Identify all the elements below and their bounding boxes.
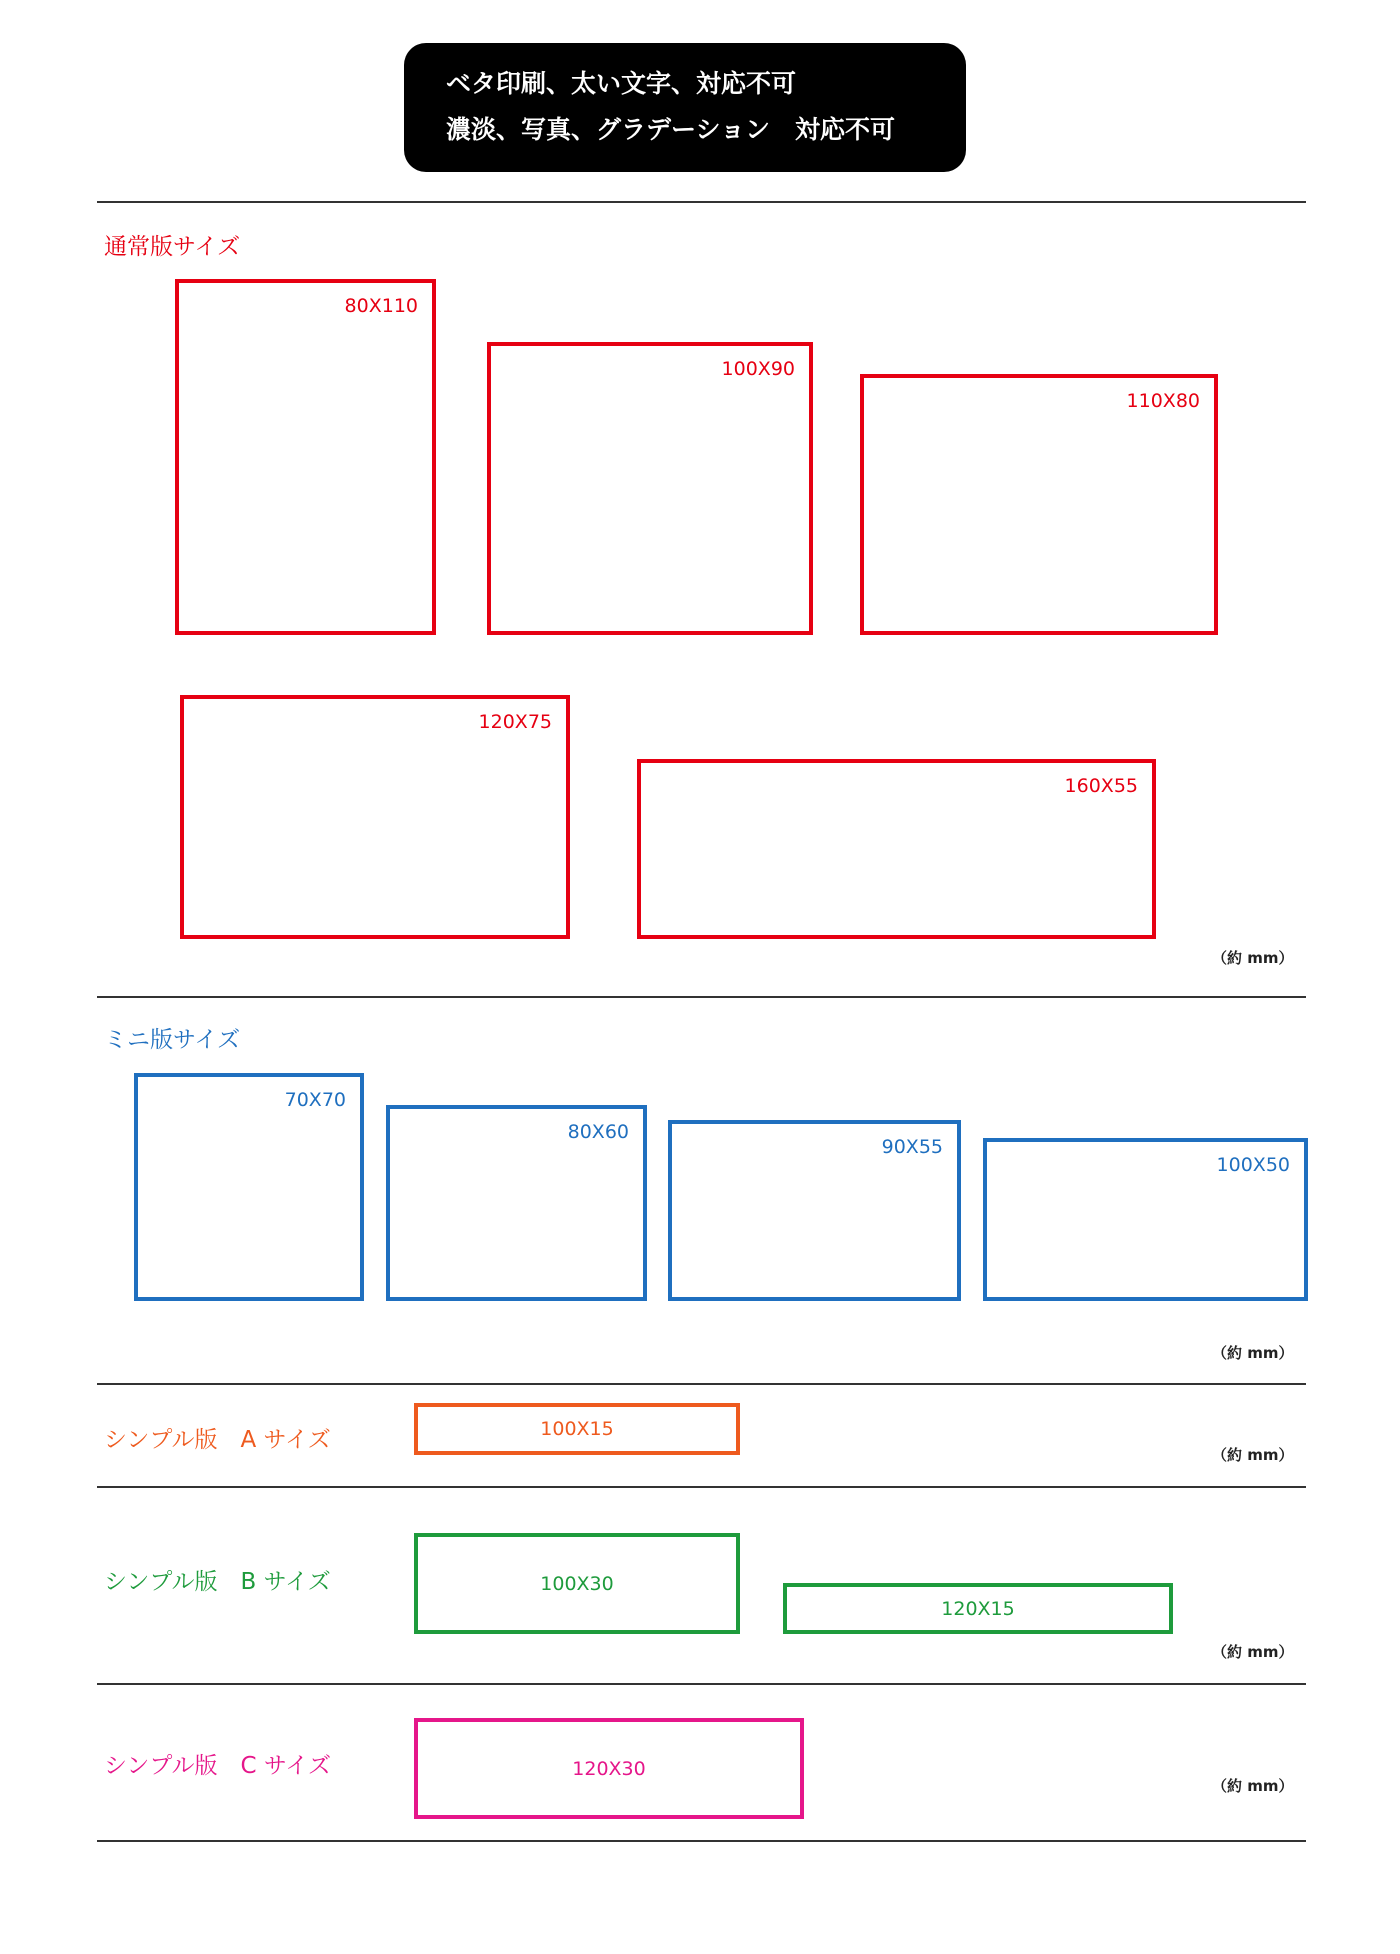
size-box-160x55 <box>637 759 1156 939</box>
notice-line-1: ベタ印刷、太い文字、対応不可 <box>446 69 797 98</box>
size-box-120x30 <box>414 1718 804 1819</box>
divider-after-simple-a <box>97 1486 1306 1488</box>
notice-banner <box>404 43 966 172</box>
size-box-100x30 <box>414 1533 740 1634</box>
unit-note: （約 mm） <box>1212 1344 1294 1362</box>
section-title-simple-b: シンプル版 B サイズ <box>104 1569 331 1595</box>
size-label: 120X30 <box>572 1757 646 1780</box>
size-box-100x50 <box>983 1138 1308 1301</box>
size-label: 160X55 <box>1064 775 1138 797</box>
notice-line-2: 濃淡、写真、グラデーション 対応不可 <box>446 115 896 144</box>
divider-after-regular <box>97 996 1306 998</box>
unit-note: （約 mm） <box>1212 1643 1294 1661</box>
size-box-100x90 <box>487 342 813 635</box>
section-title-mini: ミニ版サイズ <box>104 1027 241 1053</box>
size-box-100x15 <box>414 1403 740 1455</box>
section-title-regular: 通常版サイズ <box>104 234 241 260</box>
unit-note: （約 mm） <box>1212 1777 1294 1795</box>
size-label: 90X55 <box>881 1136 943 1158</box>
size-box-80x110 <box>175 279 436 635</box>
size-label: 70X70 <box>284 1089 346 1111</box>
size-label: 80X60 <box>567 1121 629 1143</box>
section-title-simple-c: シンプル版 C サイズ <box>104 1753 332 1779</box>
size-box-110x80 <box>860 374 1218 635</box>
size-label: 100X50 <box>1216 1154 1290 1176</box>
size-label: 100X15 <box>540 1418 614 1440</box>
section-title-simple-a: シンプル版 A サイズ <box>104 1427 331 1453</box>
divider-top <box>97 201 1306 203</box>
size-label: 100X30 <box>540 1572 614 1595</box>
divider-bottom <box>97 1840 1306 1842</box>
size-label: 110X80 <box>1126 390 1200 412</box>
size-label: 120X15 <box>941 1597 1015 1620</box>
unit-note: （約 mm） <box>1212 1446 1294 1464</box>
size-box-80x60 <box>386 1105 647 1301</box>
size-label: 100X90 <box>721 358 795 380</box>
size-box-90x55 <box>668 1120 961 1301</box>
size-box-120x15 <box>783 1583 1173 1634</box>
divider-after-mini <box>97 1383 1306 1385</box>
divider-after-simple-b <box>97 1683 1306 1685</box>
size-label: 80X110 <box>344 295 418 317</box>
size-box-120x75 <box>180 695 570 939</box>
unit-note: （約 mm） <box>1212 949 1294 967</box>
size-label: 120X75 <box>478 711 552 733</box>
size-box-70x70 <box>134 1073 364 1301</box>
